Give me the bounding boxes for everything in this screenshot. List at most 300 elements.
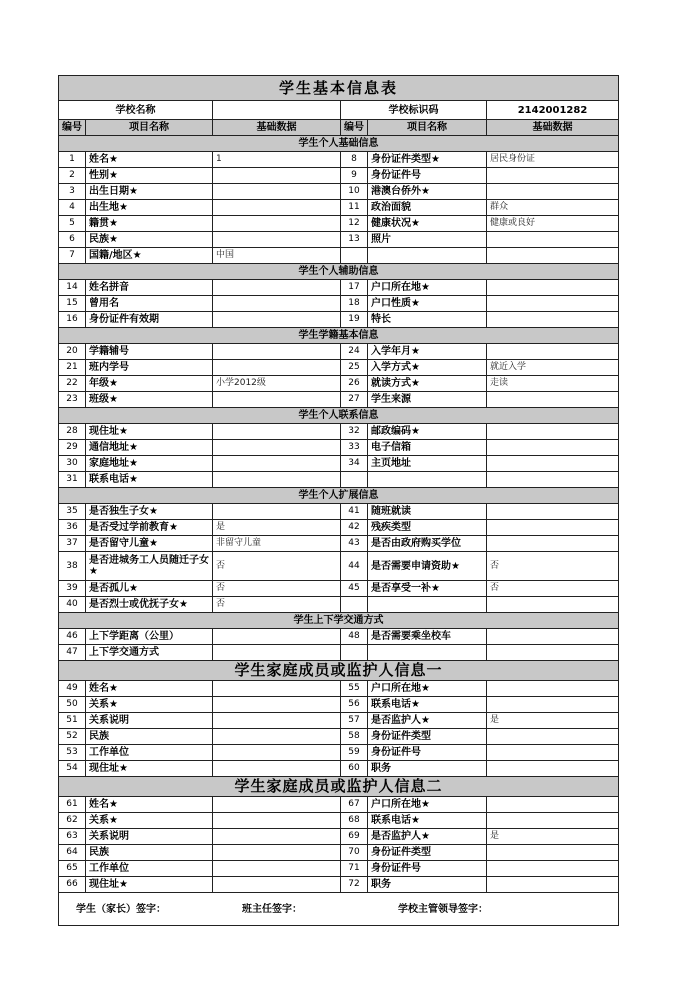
field-number: 45	[341, 581, 368, 597]
field-value[interactable]	[487, 248, 619, 264]
field-number: 27	[341, 392, 368, 408]
col-no-right: 编号	[341, 120, 368, 136]
field-value[interactable]	[487, 232, 619, 248]
section-title: 学生个人基础信息	[59, 136, 619, 152]
table-row	[59, 713, 619, 729]
field-value[interactable]	[213, 344, 341, 360]
field-number: 68	[341, 813, 368, 829]
section-header-row	[59, 661, 619, 681]
field-number: 47	[59, 645, 86, 661]
table-row	[59, 232, 619, 248]
field-number: 71	[341, 861, 368, 877]
field-label: 是否由政府购买学位	[368, 536, 487, 552]
field-number: 3	[59, 184, 86, 200]
field-label: 入学年月★	[368, 344, 487, 360]
section-title: 学生学籍基本信息	[59, 328, 619, 344]
field-label: 是否需要乘坐校车	[368, 629, 487, 645]
col-value-left: 基础数据	[213, 120, 341, 136]
table-row	[59, 312, 619, 328]
field-value[interactable]	[213, 729, 341, 745]
field-number: 56	[341, 697, 368, 713]
field-value[interactable]	[487, 645, 619, 661]
section-title: 学生家庭成员或监护人信息一	[59, 661, 619, 681]
field-label: 身份证件类型	[368, 845, 487, 861]
field-number: 43	[341, 536, 368, 552]
field-value[interactable]	[487, 456, 619, 472]
field-label: 关系说明	[86, 829, 213, 845]
field-number: 18	[341, 296, 368, 312]
table-row	[59, 248, 619, 264]
field-label: 联系电话★	[368, 697, 487, 713]
field-label: 身份证件号	[368, 861, 487, 877]
field-value[interactable]	[213, 200, 341, 216]
field-value[interactable]: 是	[487, 713, 619, 729]
field-number: 52	[59, 729, 86, 745]
field-number: 67	[341, 797, 368, 813]
field-label: 户口所在地★	[368, 797, 487, 813]
section-header-row	[59, 488, 619, 504]
field-label: 是否烈士或优抚子女★	[86, 597, 213, 613]
field-value[interactable]	[487, 344, 619, 360]
table-row	[59, 861, 619, 877]
field-value[interactable]	[213, 312, 341, 328]
field-number: 4	[59, 200, 86, 216]
col-item-left: 项目名称	[86, 120, 213, 136]
field-number: 44	[341, 552, 368, 581]
field-value[interactable]	[487, 184, 619, 200]
field-value[interactable]	[487, 280, 619, 296]
field-value[interactable]	[213, 360, 341, 376]
field-label: 上下学交通方式	[86, 645, 213, 661]
field-number: 57	[341, 713, 368, 729]
field-number: 61	[59, 797, 86, 813]
table-row	[59, 845, 619, 861]
student-signature-label: 学生（家长）签字：	[76, 903, 166, 915]
field-value[interactable]	[487, 761, 619, 777]
field-number: 23	[59, 392, 86, 408]
field-label: 主页地址	[368, 456, 487, 472]
field-value[interactable]	[487, 536, 619, 552]
field-label: 姓名★	[86, 681, 213, 697]
field-value[interactable]: 小学2012级	[213, 376, 341, 392]
field-value[interactable]	[487, 504, 619, 520]
table-row	[59, 520, 619, 536]
field-value[interactable]	[213, 845, 341, 861]
field-number: 13	[341, 232, 368, 248]
field-value[interactable]	[213, 424, 341, 440]
field-value[interactable]	[213, 168, 341, 184]
field-label: 关系★	[86, 813, 213, 829]
field-label: 是否享受一补★	[368, 581, 487, 597]
school-name-label: 学校名称	[59, 101, 213, 120]
field-label: 身份证件号	[368, 168, 487, 184]
field-label: 国籍/地区★	[86, 248, 213, 264]
field-label: 入学方式★	[368, 360, 487, 376]
table-row	[59, 344, 619, 360]
field-number: 55	[341, 681, 368, 697]
field-value[interactable]: 否	[487, 581, 619, 597]
field-number: 63	[59, 829, 86, 845]
field-label: 班内学号	[86, 360, 213, 376]
field-label: 姓名拼音	[86, 280, 213, 296]
field-label: 家庭地址★	[86, 456, 213, 472]
field-label: 通信地址★	[86, 440, 213, 456]
table-row	[59, 581, 619, 597]
field-number: 8	[341, 152, 368, 168]
field-number: 70	[341, 845, 368, 861]
field-value[interactable]	[487, 597, 619, 613]
table-row	[59, 184, 619, 200]
field-label: 学生来源	[368, 392, 487, 408]
field-value[interactable]: 非留守儿童	[213, 536, 341, 552]
field-label: 是否留守儿童★	[86, 536, 213, 552]
section-header-row	[59, 613, 619, 629]
field-number: 14	[59, 280, 86, 296]
field-number: 42	[341, 520, 368, 536]
field-value[interactable]	[487, 745, 619, 761]
field-label: 政治面貌	[368, 200, 487, 216]
field-value[interactable]	[487, 697, 619, 713]
school-code-value[interactable]: 2142001282	[487, 101, 619, 120]
field-value[interactable]	[213, 504, 341, 520]
field-value[interactable]: 否	[213, 581, 341, 597]
table-row	[59, 440, 619, 456]
field-number: 22	[59, 376, 86, 392]
field-value[interactable]	[213, 645, 341, 661]
field-label: 户口性质★	[368, 296, 487, 312]
table-row	[59, 424, 619, 440]
section-header-row	[59, 777, 619, 797]
field-value[interactable]: 是	[487, 829, 619, 845]
field-number: 15	[59, 296, 86, 312]
section-header-row	[59, 328, 619, 344]
field-label: 现住址★	[86, 761, 213, 777]
field-value[interactable]: 就近入学	[487, 360, 619, 376]
field-number: 62	[59, 813, 86, 829]
field-label: 是否需要申请资助★	[368, 552, 487, 581]
field-label: 年级★	[86, 376, 213, 392]
table-row	[59, 200, 619, 216]
field-value[interactable]	[213, 440, 341, 456]
field-number: 48	[341, 629, 368, 645]
field-label: 职务	[368, 877, 487, 893]
field-number: 51	[59, 713, 86, 729]
signature-cell	[59, 893, 619, 926]
field-label: 上下学距离（公里）	[86, 629, 213, 645]
field-number: 24	[341, 344, 368, 360]
field-number: 53	[59, 745, 86, 761]
field-label: 关系说明	[86, 713, 213, 729]
field-number: 6	[59, 232, 86, 248]
field-label	[368, 248, 487, 264]
section-title: 学生家庭成员或监护人信息二	[59, 777, 619, 797]
field-label: 民族	[86, 729, 213, 745]
field-number: 49	[59, 681, 86, 697]
field-value[interactable]: 走读	[487, 376, 619, 392]
field-value[interactable]	[213, 392, 341, 408]
field-value[interactable]	[213, 456, 341, 472]
field-label: 随班就读	[368, 504, 487, 520]
table-row	[59, 504, 619, 520]
table-row	[59, 392, 619, 408]
table-row	[59, 745, 619, 761]
field-number: 33	[341, 440, 368, 456]
field-label: 照片	[368, 232, 487, 248]
field-label	[368, 472, 487, 488]
admin-signature-label: 学校主管领导签字：	[398, 903, 488, 915]
field-value[interactable]	[213, 745, 341, 761]
table-row	[59, 761, 619, 777]
field-value[interactable]	[213, 184, 341, 200]
table-row	[59, 552, 619, 581]
field-number: 26	[341, 376, 368, 392]
table-row	[59, 697, 619, 713]
section-title: 学生个人辅助信息	[59, 264, 619, 280]
field-number: 7	[59, 248, 86, 264]
field-value[interactable]	[487, 877, 619, 893]
section-header-row	[59, 136, 619, 152]
school-name-value[interactable]	[213, 101, 341, 120]
table-row	[59, 645, 619, 661]
field-number: 54	[59, 761, 86, 777]
field-value[interactable]	[487, 296, 619, 312]
field-label: 身份证件号	[368, 745, 487, 761]
field-value[interactable]	[487, 813, 619, 829]
field-number: 29	[59, 440, 86, 456]
table-row	[59, 729, 619, 745]
field-number: 21	[59, 360, 86, 376]
section-title: 学生个人联系信息	[59, 408, 619, 424]
field-label: 户口所在地★	[368, 681, 487, 697]
field-value[interactable]	[213, 829, 341, 845]
field-value[interactable]: 否	[213, 552, 341, 581]
field-value[interactable]	[487, 797, 619, 813]
section-title: 学生个人扩展信息	[59, 488, 619, 504]
table-row	[59, 296, 619, 312]
table-row	[59, 472, 619, 488]
field-value[interactable]	[487, 312, 619, 328]
field-value[interactable]	[487, 681, 619, 697]
field-number: 66	[59, 877, 86, 893]
field-value[interactable]: 否	[213, 597, 341, 613]
section-header-row	[59, 264, 619, 280]
form-table	[58, 75, 619, 926]
table-row	[59, 629, 619, 645]
section-title: 学生上下学交通方式	[59, 613, 619, 629]
table-row	[59, 536, 619, 552]
field-value[interactable]: 居民身份证	[487, 152, 619, 168]
field-label	[368, 597, 487, 613]
table-row	[59, 829, 619, 845]
field-value[interactable]	[213, 813, 341, 829]
field-number: 32	[341, 424, 368, 440]
field-number: 41	[341, 504, 368, 520]
field-label	[368, 645, 487, 661]
field-number: 35	[59, 504, 86, 520]
table-row	[59, 813, 619, 829]
field-value[interactable]	[487, 861, 619, 877]
col-value-right: 基础数据	[487, 120, 619, 136]
field-value[interactable]	[487, 168, 619, 184]
field-label: 是否监护人★	[368, 713, 487, 729]
field-number: 36	[59, 520, 86, 536]
column-header-row	[59, 120, 619, 136]
field-value[interactable]	[213, 697, 341, 713]
field-label: 健康状况★	[368, 216, 487, 232]
table-row	[59, 877, 619, 893]
field-value[interactable]	[213, 472, 341, 488]
field-label: 特长	[368, 312, 487, 328]
field-label: 是否孤儿★	[86, 581, 213, 597]
table-row	[59, 280, 619, 296]
field-label: 工作单位	[86, 861, 213, 877]
field-number: 59	[341, 745, 368, 761]
field-number	[341, 472, 368, 488]
col-no-left: 编号	[59, 120, 86, 136]
field-label: 职务	[368, 761, 487, 777]
field-value[interactable]	[213, 861, 341, 877]
field-number: 30	[59, 456, 86, 472]
field-value[interactable]: 中国	[213, 248, 341, 264]
field-number	[341, 248, 368, 264]
field-number: 64	[59, 845, 86, 861]
field-value[interactable]	[213, 296, 341, 312]
field-number: 39	[59, 581, 86, 597]
field-value[interactable]: 否	[487, 552, 619, 581]
form-title-row	[59, 76, 619, 101]
field-label: 班级★	[86, 392, 213, 408]
field-number: 38	[59, 552, 86, 581]
field-label: 电子信箱	[368, 440, 487, 456]
field-label: 港澳台侨外★	[368, 184, 487, 200]
table-row	[59, 168, 619, 184]
field-label: 关系★	[86, 697, 213, 713]
field-label: 姓名★	[86, 152, 213, 168]
field-value[interactable]: 健康或良好	[487, 216, 619, 232]
field-value[interactable]	[213, 761, 341, 777]
school-info-row	[59, 101, 619, 120]
field-number: 37	[59, 536, 86, 552]
field-label: 联系电话★	[368, 813, 487, 829]
field-label: 性别★	[86, 168, 213, 184]
field-label: 户口所在地★	[368, 280, 487, 296]
field-value[interactable]	[487, 520, 619, 536]
field-number: 2	[59, 168, 86, 184]
table-row	[59, 597, 619, 613]
table-row	[59, 681, 619, 697]
field-label: 身份证件类型	[368, 729, 487, 745]
col-item-right: 项目名称	[368, 120, 487, 136]
field-value[interactable]	[487, 424, 619, 440]
table-row	[59, 216, 619, 232]
signature-row	[59, 893, 619, 926]
field-label: 身份证件有效期	[86, 312, 213, 328]
field-value[interactable]	[487, 392, 619, 408]
field-value[interactable]	[487, 845, 619, 861]
field-label: 是否进城务工人员随迁子女★	[86, 552, 213, 581]
section-header-row	[59, 408, 619, 424]
field-value[interactable]	[213, 797, 341, 813]
table-row	[59, 797, 619, 813]
field-value[interactable]: 是	[213, 520, 341, 536]
field-number	[341, 645, 368, 661]
field-number: 50	[59, 697, 86, 713]
field-number	[341, 597, 368, 613]
field-number: 31	[59, 472, 86, 488]
table-row	[59, 360, 619, 376]
field-label: 现住址★	[86, 424, 213, 440]
field-number: 10	[341, 184, 368, 200]
field-label: 籍贯★	[86, 216, 213, 232]
student-info-form	[58, 75, 618, 926]
field-label: 曾用名	[86, 296, 213, 312]
field-number: 46	[59, 629, 86, 645]
field-label: 联系电话★	[86, 472, 213, 488]
field-number: 20	[59, 344, 86, 360]
table-row	[59, 152, 619, 168]
field-label: 姓名★	[86, 797, 213, 813]
field-value[interactable]: 1	[213, 152, 341, 168]
field-number: 58	[341, 729, 368, 745]
field-number: 25	[341, 360, 368, 376]
field-label: 学籍辅号	[86, 344, 213, 360]
field-label: 身份证件类型★	[368, 152, 487, 168]
field-number: 12	[341, 216, 368, 232]
field-number: 1	[59, 152, 86, 168]
field-value[interactable]	[487, 629, 619, 645]
field-value[interactable]	[213, 216, 341, 232]
field-value[interactable]	[213, 681, 341, 697]
field-number: 65	[59, 861, 86, 877]
field-number: 60	[341, 761, 368, 777]
field-label: 是否独生子女★	[86, 504, 213, 520]
field-value[interactable]	[213, 877, 341, 893]
field-number: 69	[341, 829, 368, 845]
field-label: 是否受过学前教育★	[86, 520, 213, 536]
field-label: 工作单位	[86, 745, 213, 761]
field-number: 34	[341, 456, 368, 472]
field-value[interactable]	[213, 280, 341, 296]
field-number: 28	[59, 424, 86, 440]
field-number: 19	[341, 312, 368, 328]
field-value[interactable]	[487, 440, 619, 456]
field-value[interactable]	[213, 713, 341, 729]
field-value[interactable]	[487, 472, 619, 488]
field-value[interactable]	[213, 629, 341, 645]
field-label: 就读方式★	[368, 376, 487, 392]
field-number: 17	[341, 280, 368, 296]
field-number: 9	[341, 168, 368, 184]
teacher-signature-label: 班主任签字：	[242, 903, 302, 915]
field-label: 出生地★	[86, 200, 213, 216]
field-number: 11	[341, 200, 368, 216]
field-label: 现住址★	[86, 877, 213, 893]
field-label: 邮政编码★	[368, 424, 487, 440]
field-label: 民族★	[86, 232, 213, 248]
field-number: 16	[59, 312, 86, 328]
table-row	[59, 456, 619, 472]
form-title: 学生基本信息表	[59, 76, 619, 101]
field-value[interactable]	[487, 729, 619, 745]
field-value[interactable]: 群众	[487, 200, 619, 216]
table-row	[59, 376, 619, 392]
school-code-label: 学校标识码	[341, 101, 487, 120]
field-number: 5	[59, 216, 86, 232]
field-number: 72	[341, 877, 368, 893]
field-value[interactable]	[213, 232, 341, 248]
field-label: 残疾类型	[368, 520, 487, 536]
field-label: 民族	[86, 845, 213, 861]
